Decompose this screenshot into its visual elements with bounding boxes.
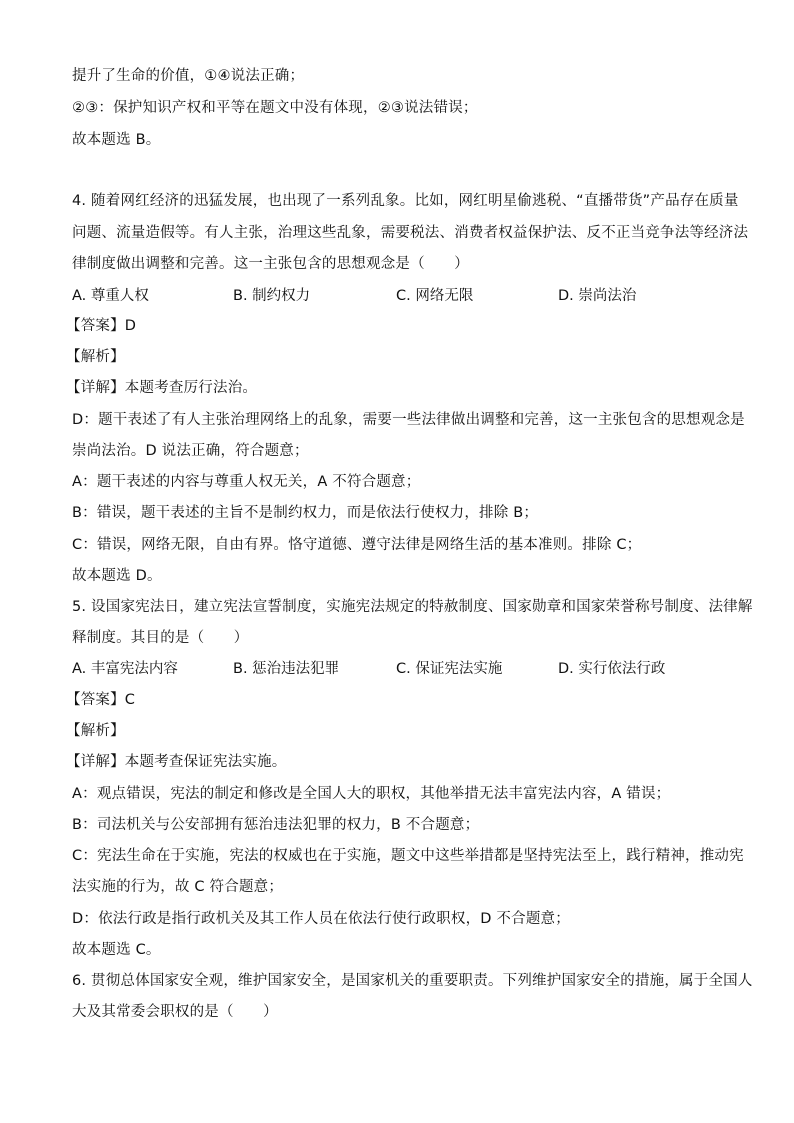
detail-line: C：宪法生命在于实施，宪法的权威也在于实施，题文中这些举措都是坚持宪法至上，践行精神，推动宪 <box>72 848 744 864</box>
question-6-stem: 大及其常委会职权的是（ ） <box>72 1004 278 1020</box>
detail-line: 法实施的行为，故 C 符合题意； <box>72 879 284 895</box>
option-c: C. 保证宪法实施 <box>396 661 503 677</box>
detail-line: D：依法行政是指行政机关及其工作人员在依法行使行政职权，D 不合题意； <box>72 911 570 927</box>
question-4-stem: 4. 随着网红经济的迅猛发展，也出现了一系列乱象。比如，网红明星偷逃税、“直播带货”产品存在质量 <box>72 193 739 209</box>
question-6-stem: 6. 贯彻总体国家安全观，维护国家安全，是国家机关的重要职责。下列维护国家安全的措施，属于全国人 <box>72 973 753 989</box>
detail-line: A：观点错误，宪法的制定和修改是全国人大的职权，其他举措无法丰富宪法内容，A 错误； <box>72 786 671 802</box>
detail-line: D：题干表述了有人主张治理网络上的乱象，需要一些法律做出调整和完善，这一主张包含的思想观念是 <box>72 412 745 428</box>
option-a: A. 丰富宪法内容 <box>72 661 178 677</box>
detail-line: 崇尚法治。D 说法正确，符合题意； <box>72 443 309 459</box>
detail-line: 【详解】本题考查保证宪法实施。 <box>66 754 287 770</box>
option-c: C. 网络无限 <box>396 288 474 304</box>
answer-label: 【答案】D <box>66 318 137 334</box>
detail-line: B：司法机关与公安部拥有惩治违法犯罪的权力，B 不合题意； <box>72 817 480 833</box>
answer-label: 【答案】C <box>66 692 136 708</box>
option-a: A. 尊重人权 <box>72 288 149 304</box>
option-b: B. 制约权力 <box>233 288 311 304</box>
option-b: B. 惩治违法犯罪 <box>233 661 340 677</box>
text-line: ②③：保护知识产权和平等在题文中没有体现，②③说法错误； <box>72 100 478 116</box>
option-d: D. 实行依法行政 <box>558 661 666 677</box>
analysis-label: 【解析】 <box>66 349 125 365</box>
text-line: 提升了生命的价值，①④说法正确； <box>72 68 305 84</box>
detail-line: 故本题选 C。 <box>72 942 161 958</box>
question-5-stem: 5. 设国家宪法日，建立宪法宣誓制度，实施宪法规定的特赦制度、国家勋章和国家荣誉称号制度、法律解 <box>72 599 753 615</box>
option-d: D. 崇尚法治 <box>558 288 637 304</box>
text-line: 故本题选 B。 <box>72 132 161 148</box>
detail-line: A：题干表述的内容与尊重人权无关，A 不符合题意； <box>72 474 421 490</box>
question-5-stem: 释制度。其目的是（ ） <box>72 630 249 646</box>
question-4-stem: 律制度做出调整和完善。这一主张包含的思想观念是（ ） <box>72 256 469 272</box>
detail-line: 【详解】本题考查厉行法治。 <box>66 380 258 396</box>
detail-line: B：错误，题干表述的主旨不是制约权力，而是依法行使权力，排除 B； <box>72 505 539 521</box>
analysis-label: 【解析】 <box>66 723 125 739</box>
question-4-stem: 问题、流量造假等。有人主张，治理这些乱象，需要税法、消费者权益保护法、反不正当竞争法等经济法 <box>72 225 749 241</box>
detail-line: 故本题选 D。 <box>72 568 162 584</box>
detail-line: C：错误，网络无限，自由有界。恪守道德、遵守法律是网络生活的基本准则。排除 C； <box>72 537 642 553</box>
